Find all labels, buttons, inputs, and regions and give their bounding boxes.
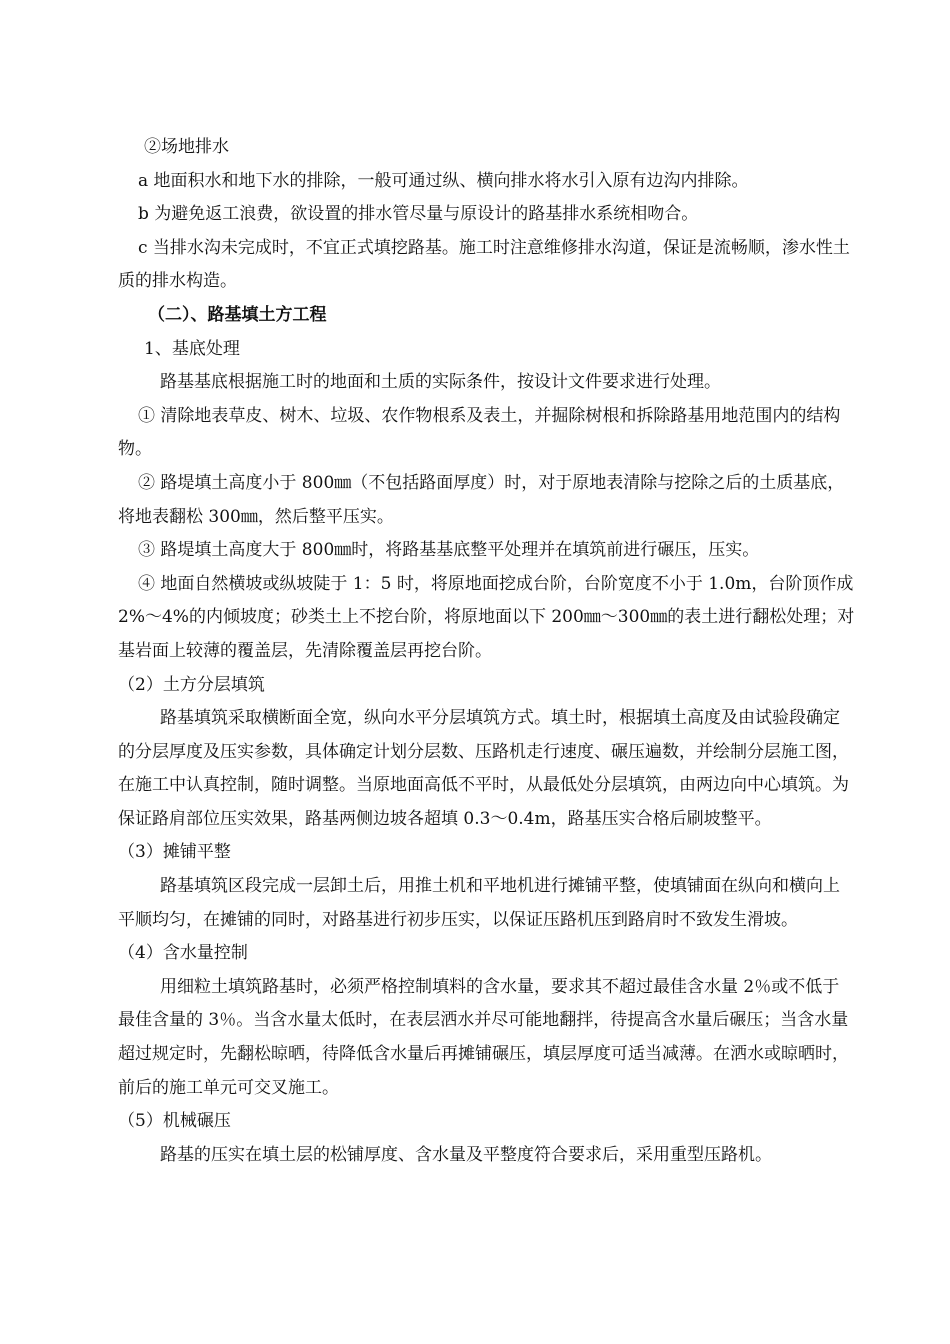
subsection-heading-moisture: （4）含水量控制: [118, 943, 248, 964]
subsection-heading-drainage: ②场地排水: [144, 137, 229, 157]
paragraph-compaction: 路基的压实在填土层的松铺厚度、含水量及平整度符合要求后，采用重型压路机。: [160, 1144, 772, 1165]
subsection-heading-base: 1、基底处理: [144, 338, 240, 359]
paragraph-layered-fill: 路基填筑采取横断面全宽，纵向水平分层填筑方式。填土时，根据填土高度及由试验段确定的分层厚度及压实参数，具体确定计划分层数、压路机走行速度、碾压遍数，并绘制分层施工图，在施工中认真控制，随时调整。当原地面高低不平时，从最低处分层填筑，由两边向中心填筑。为保证路肩部位压实效果，路基两侧边坡各超填 0.3～0.4m，路基压实合格后刷坡整平。: [118, 708, 849, 829]
paragraph-spreading: 路基填筑区段完成一层卸土后，用推土机和平地机进行摊铺平整，使填铺面在纵向和横向上平顺均匀，在摊铺的同时，对路基进行初步压实，以保证压路机压到路肩时不致发生滑坡。: [118, 876, 840, 930]
paragraph-moisture: 用细粒土填筑路基时，必须严格控制填料的含水量，要求其不超过最佳含水量 2％或不低于最佳含量的 3％。当含水量太低时，在表层洒水并尽可能地翻拌，待提高含水量后碾压；当含水量超过规定时，先翻松晾晒，待降低含水量后再摊铺碾压，填层厚度可适当减薄。在洒水或晾晒时，前后的施工单元可交叉施工。: [118, 976, 849, 1098]
paragraph-step-3: ③ 路堤填土高度大于 800㎜时，将路基基底整平处理并在填筑前进行碾压，压实。: [138, 540, 760, 561]
paragraph-step-1: ① 清除地表草皮、树木、垃圾、农作物根系及表土，并掘除树根和拆除路基用地范围内的结构物。: [118, 405, 841, 460]
paragraph-item-b: b 为避免返工浪费，欲设置的排水管尽量与原设计的路基排水系统相吻合。: [138, 204, 699, 225]
paragraph-base-intro: 路基基底根据施工时的地面和土质的实际条件，按设计文件要求进行处理。: [160, 372, 721, 393]
subsection-heading-compaction: （5）机械碾压: [118, 1111, 231, 1132]
document-body: [118, 131, 856, 1172]
subsection-heading-layered-fill: （2）土方分层填筑: [118, 674, 265, 695]
paragraph-step-4: ④ 地面自然横坡或纵坡陡于 1：5 时，将原地面挖成台阶，台阶宽度不小于 1.0m，台阶顶作成 2%～4%的内倾坡度；砂类土上不挖台阶，将原地面以下 200㎜～300㎜的表土进行翻松处理；对基岩面上较薄的覆盖层，先清除覆盖层再挖台阶。: [118, 573, 855, 661]
subsection-heading-spreading: （3）摊铺平整: [118, 842, 231, 863]
paragraph-item-c: c 当排水沟未完成时，不宜正式填挖路基。施工时注意维修排水沟道，保证是流畅顺，渗水性土质的排水构造。: [118, 237, 850, 292]
paragraph-step-2: ② 路堤填土高度小于 800㎜（不包括路面厚度）时，对于原地表清除与挖除之后的土质基底，将地表翻松 300㎜，然后整平压实。: [118, 472, 845, 527]
section-heading: （二）、路基填土方工程: [148, 304, 327, 325]
paragraph-item-a: a 地面积水和地下水的排除，一般可通过纵、横向排水将水引入原有边沟内排除。: [138, 170, 749, 191]
